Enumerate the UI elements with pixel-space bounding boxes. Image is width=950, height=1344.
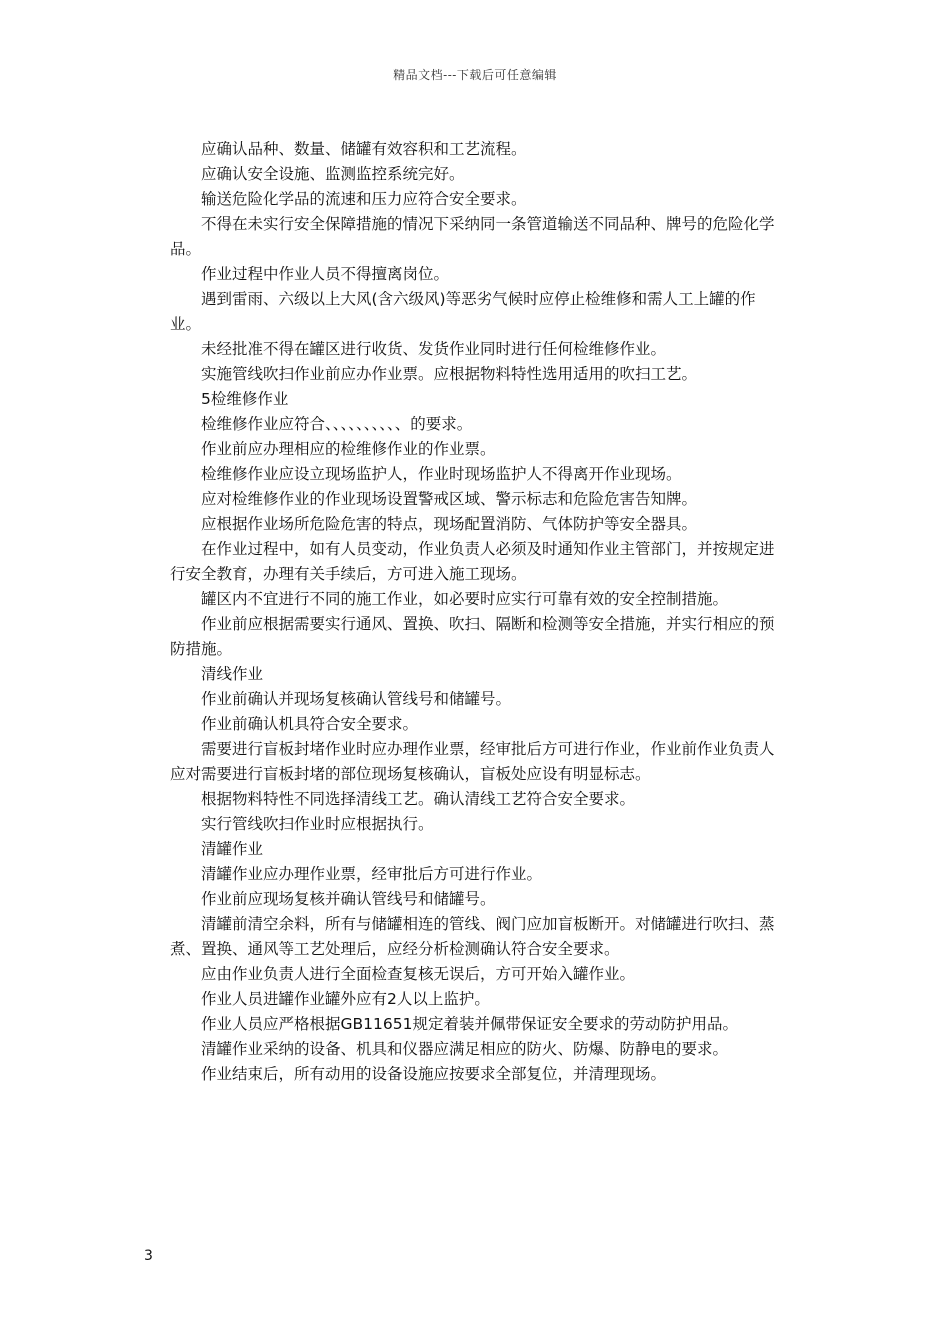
section-heading: 清线作业 (201, 665, 264, 683)
paragraph: 清罐作业采纳的设备、机具和仪器应满足相应的防火、防爆、防静电的要求。 (201, 1040, 729, 1058)
paragraph: 应确认品种、数量、储罐有效容积和工艺流程。 (201, 140, 527, 158)
paragraph: 罐区内不宜进行不同的施工作业，如必要时应实行可靠有效的安全控制措施。 (201, 590, 729, 608)
paragraph: 实施管线吹扫作业前应办作业票。应根据物料特性选用适用的吹扫工艺。 (201, 365, 698, 383)
paragraph: 应对检维修作业的作业现场设置警戒区域、警示标志和危险危害告知牌。 (201, 490, 698, 508)
paragraph: 作业过程中作业人员不得擅离岗位。 (201, 265, 450, 283)
paragraph: 应确认安全设施、监测监控系统完好。 (201, 165, 465, 183)
paragraph: 在作业过程中，如有人员变动，作业负责人必须及时通知作业主管部门，并按规定进行安全教育，办理有关手续后，方可进入施工现场。 (170, 540, 775, 583)
paragraph: 不得在未实行安全保障措施的情况下采纳同一条管道输送不同品种、牌号的危险化学品。 (170, 215, 775, 258)
paragraph: 清罐作业应办理作业票，经审批后方可进行作业。 (201, 865, 543, 883)
paragraph: 作业人员应严格根据GB11651规定着装并佩带保证安全要求的劳动防护用品。 (201, 1015, 738, 1033)
page-number: 3 (144, 1248, 153, 1264)
paragraph: 应根据作业场所危险危害的特点，现场配置消防、气体防护等安全器具。 (201, 515, 698, 533)
paragraph: 作业结束后，所有动用的设备设施应按要求全部复位，并清理现场。 (201, 1065, 667, 1083)
paragraph: 检维修作业应设立现场监护人，作业时现场监护人不得离开作业现场。 (201, 465, 682, 483)
paragraph: 输送危险化学品的流速和压力应符合安全要求。 (201, 190, 527, 208)
paragraph: 作业前应根据需要实行通风、置换、吹扫、隔断和检测等安全措施，并实行相应的预防措施。 (170, 615, 775, 658)
paragraph: 作业人员进罐作业罐外应有2人以上监护。 (201, 990, 490, 1008)
paragraph: 实行管线吹扫作业时应根据执行。 (201, 815, 434, 833)
paragraph: 需要进行盲板封堵作业时应办理作业票，经审批后方可进行作业，作业前作业负责人应对需要进行盲板封堵的部位现场复核确认，盲板处应设有明显标志。 (170, 740, 775, 783)
paragraph: 未经批准不得在罐区进行收货、发货作业同时进行任何检维修作业。 (201, 340, 667, 358)
paragraph: 作业前应现场复核并确认管线号和储罐号。 (201, 890, 496, 908)
paragraph: 检维修作业应符合、、、、、、、、、、的要求。 (201, 415, 473, 433)
page-header: 精品文档---下载后可任意编辑 (393, 68, 557, 82)
paragraph: 作业前确认机具符合安全要求。 (201, 715, 419, 733)
paragraph: 应由作业负责人进行全面检查复核无误后，方可开始入罐作业。 (201, 965, 636, 983)
document-body (170, 137, 780, 1087)
paragraph: 作业前确认并现场复核确认管线号和储罐号。 (201, 690, 512, 708)
paragraph: 作业前应办理相应的检维修作业的作业票。 (201, 440, 496, 458)
paragraph: 清罐前清空余料，所有与储罐相连的管线、阀门应加盲板断开。对储罐进行吹扫、蒸煮、置换、通风等工艺处理后，应经分析检测确认符合安全要求。 (170, 915, 775, 958)
section-heading: 清罐作业 (201, 840, 264, 858)
paragraph: 根据物料特性不同选择清线工艺。确认清线工艺符合安全要求。 (201, 790, 636, 808)
paragraph: 遇到雷雨、六级以上大风(含六级风)等恶劣气候时应停止检维修和需人工上罐的作业。 (170, 290, 756, 333)
section-heading: 5检维修作业 (201, 390, 289, 408)
